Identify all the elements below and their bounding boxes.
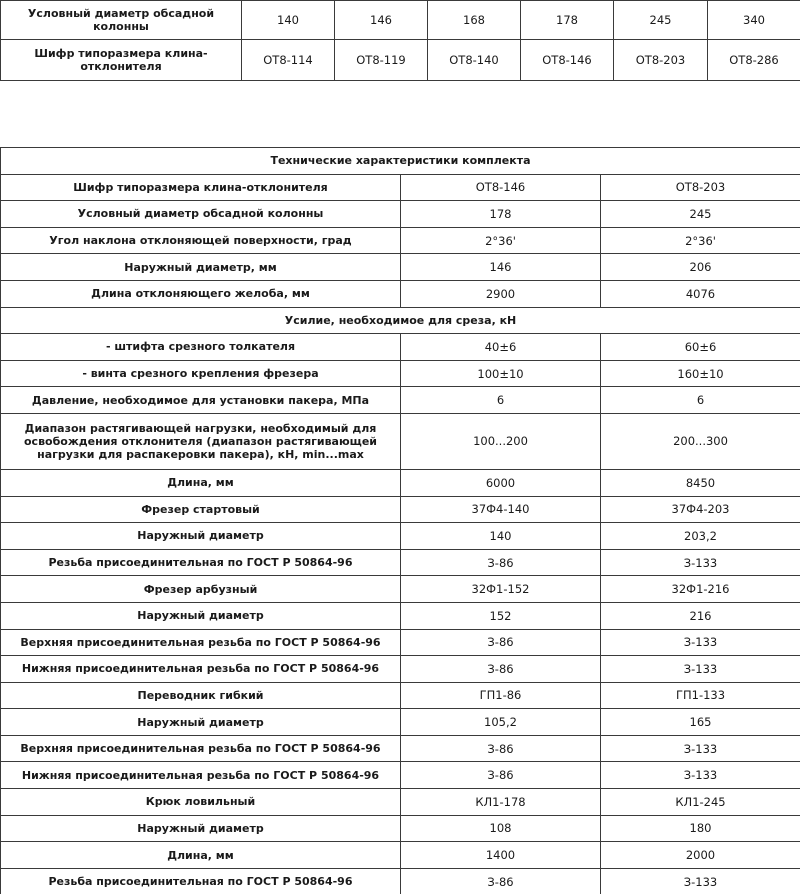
table-row [1,387,800,414]
row-label: Длина, мм [1,469,401,496]
table-row [1,496,800,523]
table-row [1,549,800,576]
specs-table-body [1,148,800,894]
table-row [1,254,800,281]
table-cell: 160±10 [601,360,800,387]
table-cell: З-86 [401,762,601,789]
table-cell: ОТ8-203 [601,174,800,201]
table-cell: ГП1-133 [601,682,800,709]
table-cell: 1400 [401,842,601,869]
table-cell: 32Ф1-216 [601,576,800,603]
table-cell: 178 [521,1,614,40]
table-row [1,735,800,762]
table-cell: З-133 [601,656,800,683]
table-cell: 200...300 [601,413,800,469]
table-cell: ГП1-86 [401,682,601,709]
row-label: Наружный диаметр, мм [1,254,401,281]
table-cell: 152 [401,602,601,629]
row-label: Фрезер арбузный [1,576,401,603]
table-cell: 108 [401,815,601,842]
table-cell: 6 [601,387,800,414]
table-cell: 206 [601,254,800,281]
table-cell: З-133 [601,549,800,576]
table-cell: ОТ8-146 [401,174,601,201]
table-cell: З-86 [401,549,601,576]
table-cell: 100±10 [401,360,601,387]
table-row [1,602,800,629]
row-label: Длина, мм [1,842,401,869]
table-row [1,201,800,228]
row-label: Условный диаметр обсадной колонны [1,201,401,228]
row-label: Наружный диаметр [1,602,401,629]
row-label: Условный диаметр обсадной колонны [1,1,242,40]
row-label: Крюк ловильный [1,789,401,816]
table-row [1,789,800,816]
table-cell: ОТ8-119 [335,40,428,81]
table-row [1,523,800,550]
row-label: - винта срезного крепления фрезера [1,360,401,387]
table-row [1,1,800,40]
casing-size-table-body [1,1,800,81]
row-label: Наружный диаметр [1,709,401,736]
table-row [1,629,800,656]
row-label: Длина отклоняющего желоба, мм [1,280,401,307]
table-cell: З-133 [601,762,800,789]
row-label: Шифр типоразмера клина-отклонителя [1,40,242,81]
table-cell: 100...200 [401,413,601,469]
table-cell: 2000 [601,842,800,869]
row-label: Фрезер стартовый [1,496,401,523]
table-cell: 2900 [401,280,601,307]
row-label: Переводник гибкий [1,682,401,709]
table-cell: З-86 [401,629,601,656]
table-row [1,40,800,81]
table-cell: КЛ1-245 [601,789,800,816]
row-label: Шифр типоразмера клина-отклонителя [1,174,401,201]
table-cell: ОТ8-286 [708,40,800,81]
table-cell: З-133 [601,868,800,894]
table-cell: 216 [601,602,800,629]
table-row [1,280,800,307]
table-cell: З-86 [401,735,601,762]
specs-table [0,147,800,894]
row-label: Нижняя присоединительная резьба по ГОСТ Р 50864-96 [1,656,401,683]
table-row [1,709,800,736]
table-row [1,762,800,789]
table-cell: 245 [614,1,708,40]
row-label: Диапазон растягивающей нагрузки, необходимый для освобождения отклонителя (диапазон растягивающей нагрузки для распакеровки пакера), кН, min...max [1,413,401,469]
table-cell: З-133 [601,735,800,762]
table-cell: 6 [401,387,601,414]
row-label: Резьба присоединительная по ГОСТ Р 50864-96 [1,868,401,894]
table-cell: З-133 [601,629,800,656]
table-cell: 203,2 [601,523,800,550]
table-cell: 178 [401,201,601,228]
table-cell: ОТ8-114 [242,40,335,81]
table-cell: 140 [401,523,601,550]
table-cell: 105,2 [401,709,601,736]
table-cell: З-86 [401,868,601,894]
specs-table-title: Технические характеристики комплекта [1,148,800,175]
table-cell: 8450 [601,469,800,496]
table-row [1,413,800,469]
row-label: Резьба присоединительная по ГОСТ Р 50864-96 [1,549,401,576]
table-row [1,360,800,387]
row-label: Давление, необходимое для установки пакера, МПа [1,387,401,414]
table-cell: 6000 [401,469,601,496]
table-row [1,227,800,254]
row-label: - штифта срезного толкателя [1,334,401,361]
row-label: Верхняя присоединительная резьба по ГОСТ Р 50864-96 [1,629,401,656]
table-cell: 40±6 [401,334,601,361]
table-row [1,174,800,201]
table-cell: 37Ф4-203 [601,496,800,523]
table-row [1,469,800,496]
table-row [1,576,800,603]
table-cell: ОТ8-140 [428,40,521,81]
table-cell: КЛ1-178 [401,789,601,816]
table-cell: 4076 [601,280,800,307]
table-cell: 37Ф4-140 [401,496,601,523]
table-cell: 60±6 [601,334,800,361]
row-label: Верхняя присоединительная резьба по ГОСТ Р 50864-96 [1,735,401,762]
section-row [1,307,800,334]
table-row [1,656,800,683]
table-cell: 168 [428,1,521,40]
section-header: Усилие, необходимое для среза, кН [1,307,800,334]
table-cell: 32Ф1-152 [401,576,601,603]
table-cell: 180 [601,815,800,842]
table-row [1,682,800,709]
table-cell: 146 [401,254,601,281]
table-cell: 340 [708,1,800,40]
row-label: Угол наклона отклоняющей поверхности, град [1,227,401,254]
table-row [1,334,800,361]
table-row [1,868,800,894]
table-row [1,842,800,869]
table-cell: 140 [242,1,335,40]
table-cell: З-86 [401,656,601,683]
table-cell: ОТ8-146 [521,40,614,81]
row-label: Нижняя присоединительная резьба по ГОСТ Р 50864-96 [1,762,401,789]
table-cell: 146 [335,1,428,40]
table-cell: ОТ8-203 [614,40,708,81]
casing-size-table [0,0,800,81]
table-cell: 165 [601,709,800,736]
row-label: Наружный диаметр [1,815,401,842]
row-label: Наружный диаметр [1,523,401,550]
table-cell: 2°36' [401,227,601,254]
table-row [1,815,800,842]
specs-title-row [1,148,800,175]
table-cell: 2°36' [601,227,800,254]
table-cell: 245 [601,201,800,228]
